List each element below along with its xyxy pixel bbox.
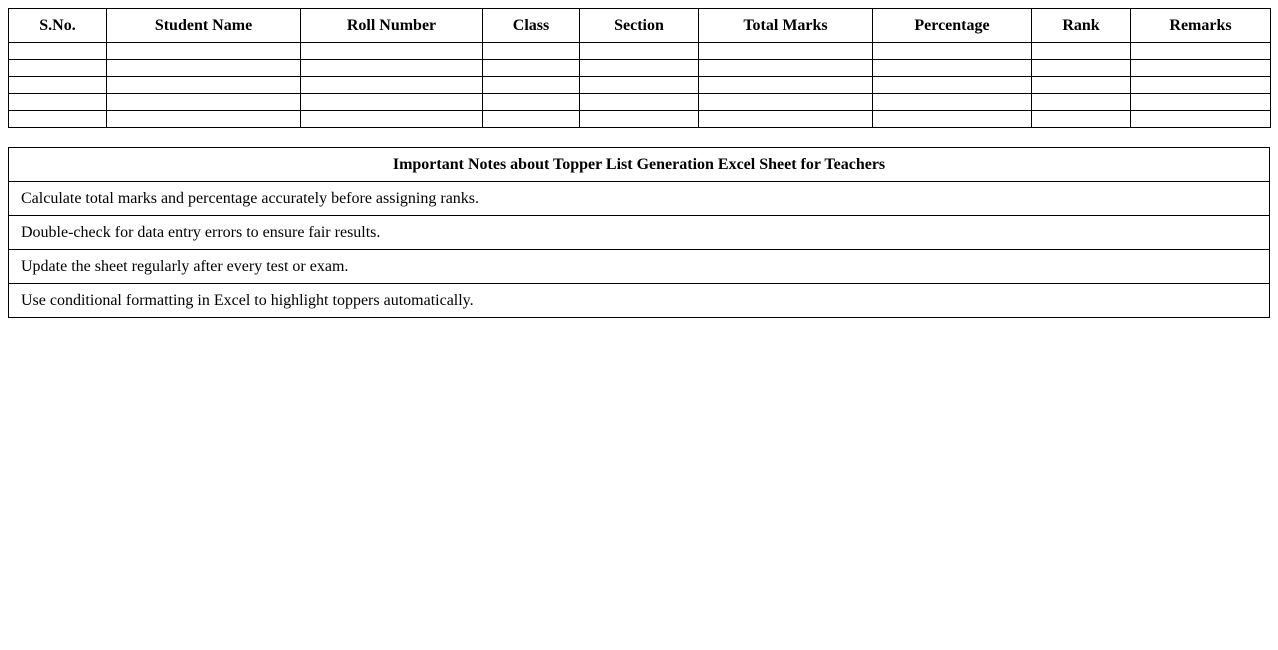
table-cell [699,94,873,111]
header-percentage: Percentage [873,9,1032,43]
table-cell [9,43,107,60]
table-cell [301,111,483,128]
table-cell [699,60,873,77]
table-row [9,111,1271,128]
important-notes-table [8,147,1270,318]
table-cell [1131,111,1271,128]
table-row [9,94,1271,111]
note-item: Calculate total marks and percentage accurately before assigning ranks. [9,182,1270,216]
header-student-name: Student Name [107,9,301,43]
note-row [9,216,1270,250]
table-cell [107,111,301,128]
table-cell [9,77,107,94]
table-cell [483,111,580,128]
table-cell [1131,43,1271,60]
note-row [9,284,1270,318]
table-cell [107,60,301,77]
table-cell [580,60,699,77]
table-cell [483,43,580,60]
table-cell [1032,60,1131,77]
table-cell [107,94,301,111]
table-cell [301,60,483,77]
table-cell [483,77,580,94]
table-cell [580,111,699,128]
table-cell [1131,60,1271,77]
header-total-marks: Total Marks [699,9,873,43]
notes-title-row [9,148,1270,182]
note-row [9,182,1270,216]
table-cell [1131,94,1271,111]
table-cell [301,77,483,94]
header-roll-number: Roll Number [301,9,483,43]
table-row [9,60,1271,77]
table-cell [699,77,873,94]
table-cell [1032,94,1131,111]
table-cell [483,60,580,77]
table-cell [9,60,107,77]
header-class: Class [483,9,580,43]
table-cell [699,111,873,128]
note-item: Double-check for data entry errors to ensure fair results. [9,216,1270,250]
table-cell [580,94,699,111]
table-cell [107,43,301,60]
table-cell [9,111,107,128]
table-cell [699,43,873,60]
table-cell [1032,77,1131,94]
table-cell [873,94,1032,111]
table-cell [873,43,1032,60]
header-rank: Rank [1032,9,1131,43]
table-cell [1032,43,1131,60]
table-cell [301,94,483,111]
topper-list-table [8,8,1271,128]
header-section: Section [580,9,699,43]
table-cell [873,60,1032,77]
table-cell [9,94,107,111]
table-row [9,77,1271,94]
note-row [9,250,1270,284]
table-cell [580,43,699,60]
table-cell [107,77,301,94]
table-cell [873,111,1032,128]
header-remarks: Remarks [1131,9,1271,43]
table-header-row [9,9,1271,43]
notes-title: Important Notes about Topper List Generation Excel Sheet for Teachers [9,148,1270,182]
table-cell [301,43,483,60]
table-cell [1131,77,1271,94]
header-sno: S.No. [9,9,107,43]
table-cell [483,94,580,111]
note-item: Use conditional formatting in Excel to highlight toppers automatically. [9,284,1270,318]
table-row [9,43,1271,60]
note-item: Update the sheet regularly after every test or exam. [9,250,1270,284]
table-cell [873,77,1032,94]
table-cell [1032,111,1131,128]
table-cell [580,77,699,94]
